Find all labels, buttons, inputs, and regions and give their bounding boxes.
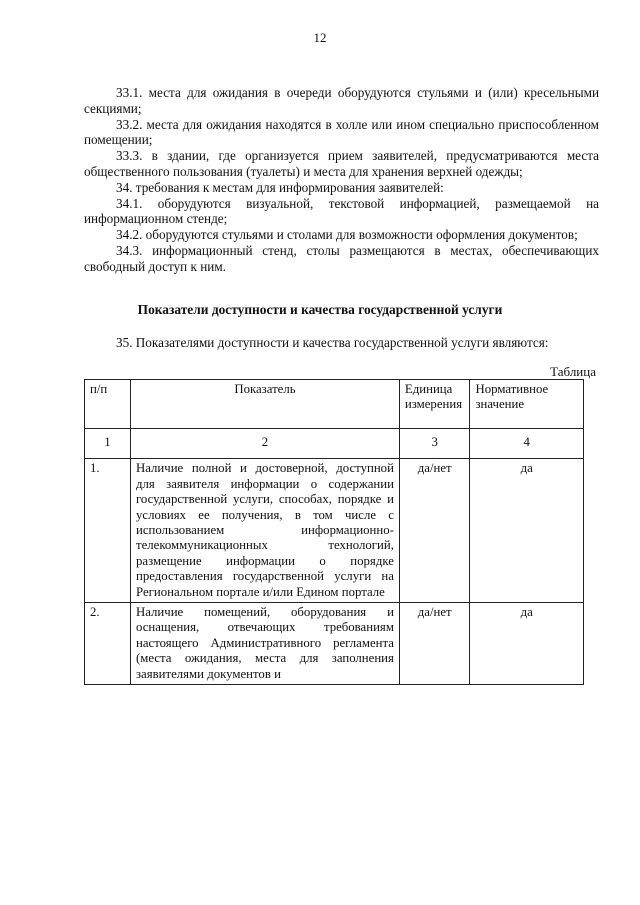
row-value: да bbox=[470, 459, 584, 603]
paragraph-34-1: 34.1. оборудуются визуальной, текстовой информацией, размещаемой на информационном стенде; bbox=[84, 195, 599, 227]
table-header-row bbox=[85, 380, 584, 429]
header-num: п/п bbox=[85, 380, 131, 429]
column-number: 1 bbox=[85, 429, 131, 459]
table-caption: Таблица bbox=[550, 364, 596, 379]
paragraph-34-2: 34.2. оборудуются стульями и столами для возможности оформления документов; bbox=[116, 227, 578, 243]
row-indicator: Наличие полной и достоверной, доступной для заявителя информации о содержании государственной услуги, способах, порядке и условиях ее получения, в том числе с использованием информационно-телекоммуникационных технологий, размещение информации о порядке предоставления государственной услуги на Региональном портале и/или Едином портале bbox=[131, 459, 400, 603]
column-number: 4 bbox=[470, 429, 584, 459]
paragraph-33-1: 33.1. места для ожидания в очереди оборудуются стульями и (или) кресельными секциями; bbox=[84, 85, 599, 116]
page-number: 12 bbox=[313, 30, 327, 45]
body-text bbox=[84, 85, 599, 275]
row-unit: да/нет bbox=[399, 459, 470, 603]
header-value: Нормативное значение bbox=[470, 380, 584, 429]
paragraph-33-2: 33.2. места для ожидания находятся в холле или ином специально приспособленном помещении; bbox=[84, 116, 599, 148]
paragraph-34-3: 34.3. информационный стенд, столы размещаются в местах, обеспечивающих свободный доступ к ним. bbox=[84, 242, 599, 274]
header-indicator: Показатель bbox=[131, 380, 400, 429]
column-number: 2 bbox=[131, 429, 400, 459]
column-number: 3 bbox=[399, 429, 470, 459]
column-number-row bbox=[85, 429, 584, 459]
paragraph-33-3: 33.3. в здании, где организуется прием заявителей, предусматриваются места общественного пользования (туалеты) и места для хранения верхней одежды; bbox=[84, 148, 599, 179]
row-unit: да/нет bbox=[399, 603, 470, 685]
row-indicator: Наличие помещений, оборудования и оснащения, отвечающих требованиям настоящего Административного регламента (места ожидания, места для заполнения заявителями документов и bbox=[131, 603, 400, 685]
indicators-table bbox=[84, 379, 584, 685]
header-unit: Единица измерения bbox=[399, 380, 470, 429]
table-row bbox=[85, 603, 584, 685]
paragraph-35: 35. Показателями доступности и качества государственной услуги являются: bbox=[116, 335, 549, 350]
section-heading: Показатели доступности и качества государственной услуги bbox=[137, 302, 503, 317]
table-row bbox=[85, 459, 584, 603]
row-num: 1. bbox=[85, 459, 131, 603]
row-value: да bbox=[470, 603, 584, 685]
paragraph-34: 34. требования к местам для информирования заявителей: bbox=[116, 179, 444, 195]
row-num: 2. bbox=[85, 603, 131, 685]
